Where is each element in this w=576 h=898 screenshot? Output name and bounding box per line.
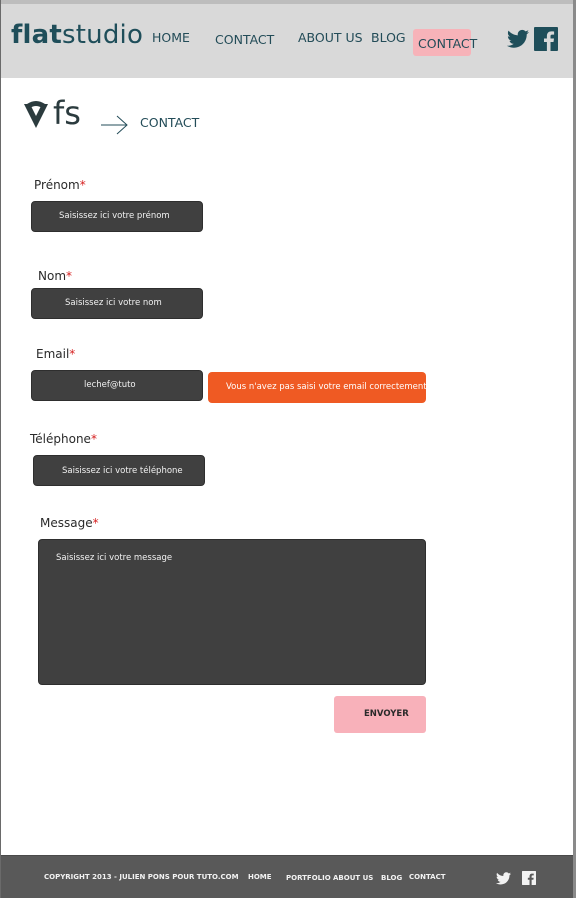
email-error-text: Vous n'avez pas saisi votre email correctement !! <box>226 382 437 392</box>
required-mark: * <box>79 178 86 192</box>
logo-bold: flat <box>11 20 62 50</box>
required-mark: * <box>69 347 76 361</box>
nom-label <box>38 269 72 283</box>
message-label <box>40 516 99 530</box>
footer-facebook-icon[interactable] <box>522 871 536 885</box>
message-textarea[interactable] <box>38 539 426 685</box>
breadcrumb-logo-text: fs <box>53 94 81 132</box>
facebook-icon[interactable] <box>534 27 558 51</box>
prenom-input[interactable] <box>31 201 203 232</box>
nom-label-text: Nom <box>38 269 67 283</box>
footer-link-blog[interactable]: BLOG <box>381 874 403 882</box>
email-error-message <box>208 372 437 403</box>
footer-twitter-icon[interactable] <box>496 872 511 885</box>
footer <box>1 855 573 898</box>
fs-logo-icon <box>23 98 49 132</box>
nom-input[interactable] <box>31 288 203 319</box>
submit-label: ENVOYER <box>364 709 409 719</box>
telephone-input[interactable] <box>33 455 205 486</box>
required-mark: * <box>66 269 73 283</box>
logo-thin: studio <box>62 20 144 50</box>
telephone-placeholder: Saisissez ici votre téléphone <box>62 466 183 476</box>
nav-home[interactable]: HOME <box>152 30 190 45</box>
telephone-label-text: Téléphone <box>30 432 91 446</box>
nav-contact[interactable]: CONTACT <box>215 32 275 47</box>
site-logo[interactable] <box>11 20 143 50</box>
email-value: lechef@tuto <box>84 380 136 390</box>
prenom-label <box>34 178 86 192</box>
footer-copyright: COPYRIGHT 2013 - JULIEN PONS POUR TUTO.COM <box>44 873 239 881</box>
submit-button[interactable] <box>334 696 426 733</box>
telephone-label <box>30 432 97 446</box>
nav-contact-active-label: CONTACT <box>418 36 478 51</box>
message-label-text: Message <box>40 516 93 530</box>
header <box>1 0 573 78</box>
footer-link-contact[interactable]: CONTACT <box>409 873 446 881</box>
footer-link-about-us[interactable]: ABOUT US <box>333 874 374 882</box>
footer-link-portfolio[interactable]: PORTFOLIO <box>286 874 331 882</box>
nom-placeholder: Saisissez ici votre nom <box>65 298 162 308</box>
nav-contact-active[interactable] <box>413 29 478 56</box>
arrow-right-icon <box>100 114 130 136</box>
prenom-label-text: Prénom <box>34 178 80 192</box>
email-label <box>36 347 75 361</box>
email-input[interactable] <box>31 370 203 401</box>
page <box>1 0 573 898</box>
footer-link-home[interactable]: HOME <box>248 873 272 881</box>
email-label-text: Email <box>36 347 70 361</box>
message-placeholder: Saisissez ici votre message <box>56 553 173 563</box>
prenom-placeholder: Saisissez ici votre prénom <box>59 211 170 221</box>
required-mark: * <box>90 432 97 446</box>
breadcrumb-current: CONTACT <box>140 115 200 130</box>
twitter-icon[interactable] <box>507 29 529 49</box>
nav-blog[interactable]: BLOG <box>371 30 406 45</box>
nav-about-us[interactable]: ABOUT US <box>298 30 363 45</box>
required-mark: * <box>92 516 99 530</box>
